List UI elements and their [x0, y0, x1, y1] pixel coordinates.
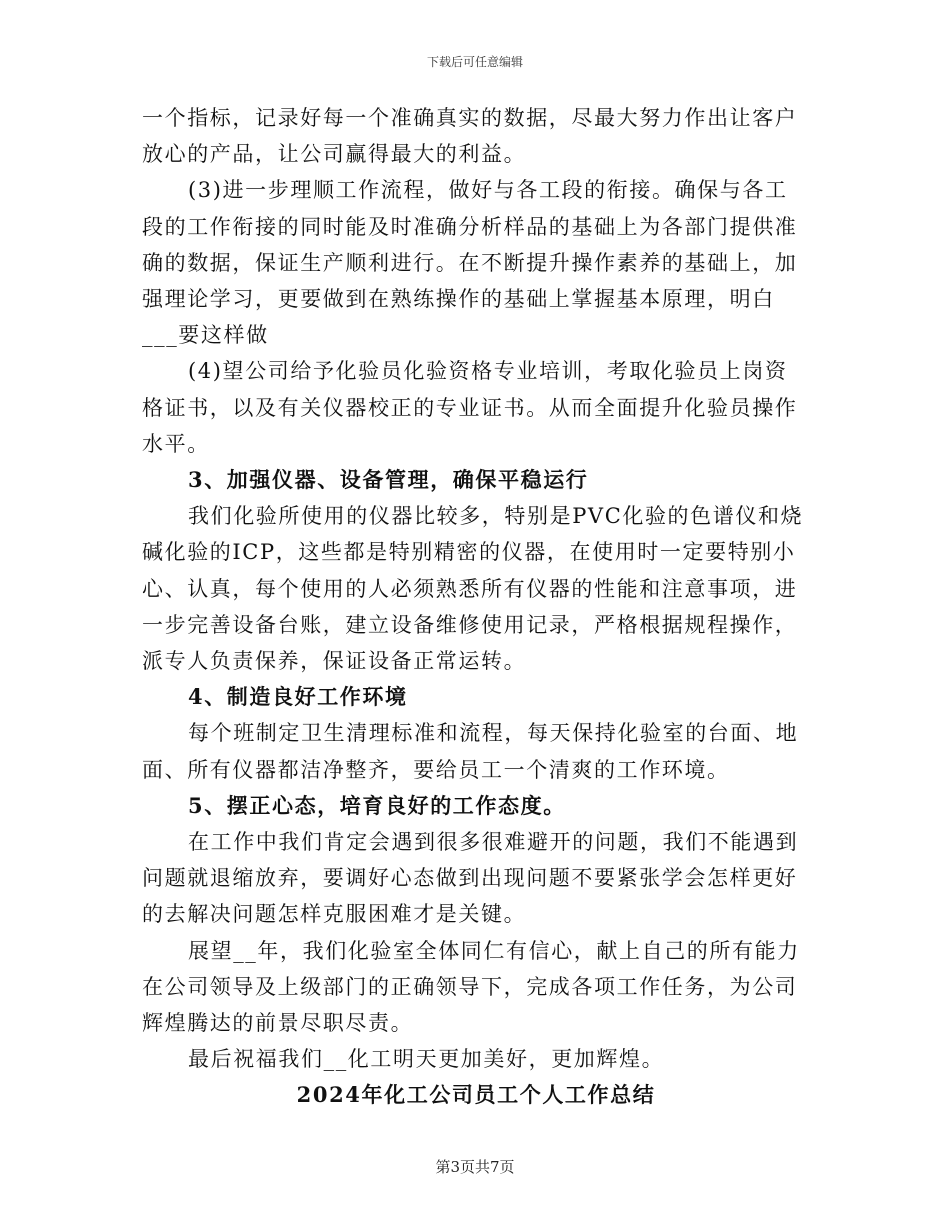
document-title: 2024年化工公司员工个人工作总结 [296, 1082, 656, 1108]
section-heading: 4、制造良好工作环境 [188, 684, 408, 710]
paragraph: (3)进一步理顺工作流程，做好与各工段的衔接。确保与各工段的工作衔接的同时能及时准确分析样品的基础上为各部门提供准确的数据，保证生产顺利进行。在不断提升操作素养的基础上，加强理论学习，更要做到在熟练操作的基础上掌握基本原理，明白___要这样做 [142, 178, 798, 348]
paragraph: 我们化验所使用的仪器比较多，特别是PVC化验的色谱仪和烧碱化验的ICP，这些都是特别精密的仪器，在使用时一定要特别小心、认真，每个使用的人必须熟悉所有仪器的性能和注意事项，进一步完善设备台账，建立设备维修使用记录，严格根据规程操作，派专人负责保养，保证设备正常运转。 [142, 504, 804, 674]
page-header: 下载后可任意编辑 [426, 55, 523, 69]
paragraph: 最后祝福我们__化工明天更加美好，更加辉煌。 [188, 1047, 665, 1072]
section-heading: 3、加强仪器、设备管理，确保平稳运行 [188, 467, 589, 493]
section-heading: 5、摆正心态，培育良好的工作态度。 [188, 792, 566, 818]
paragraph: 每个班制定卫生清理标准和流程，每天保持化验室的台面、地面、所有仪器都洁净整齐，要给员工一个清爽的工作环境。 [142, 721, 799, 782]
paragraph: (4)望公司给予化验员化验资格专业培训，考取化验员上岗资格证书，以及有关仪器校正的专业证书。从而全面提升化验员操作水平。 [142, 359, 798, 456]
paragraph: 在工作中我们肯定会遇到很多很难避开的问题，我们不能遇到问题就退缩放弃，要调好心态做到出现问题不要紧张学会怎样更好的去解决问题怎样克服困难才是关键。 [142, 830, 799, 927]
page-number: 第3页共7页 [435, 1158, 515, 1176]
paragraph: 一个指标，记录好每一个准确真实的数据，尽最大努力作出让客户放心的产品，让公司赢得最大的利益。 [142, 106, 798, 167]
paragraph: 展望__年，我们化验室全体同仁有信心，献上自己的所有能力在公司领导及上级部门的正确领导下，完成各项工作任务，为公司辉煌腾达的前景尽职尽责。 [142, 938, 800, 1036]
document-body [142, 100, 810, 1114]
